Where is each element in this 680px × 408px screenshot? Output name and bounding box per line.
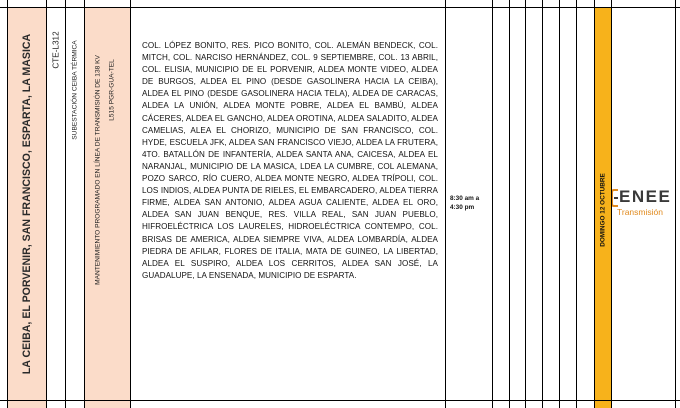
region-label: LA CEIBA, EL PORVENIR, SAN FRANCISCO, ESPARTA, LA MASICA: [21, 33, 33, 375]
day-cell-bottom: [594, 401, 611, 408]
time-start: 8:30 am a: [450, 195, 480, 202]
work-column: [84, 8, 130, 400]
substation-name: SUBESTACIÓN CEIBA TÉRMICA: [71, 40, 79, 140]
outage-day: DOMINGO 12 OCTUBRE: [599, 173, 606, 247]
logo-name: ENEE: [619, 187, 672, 206]
substation-column: [66, 8, 84, 400]
outage-time: [450, 194, 494, 212]
grid-line: [542, 0, 543, 408]
grid-line: [130, 0, 131, 408]
code-column: [47, 8, 65, 400]
grid-line: [576, 0, 577, 408]
enee-logo: [612, 187, 680, 227]
grid-line: [559, 0, 560, 408]
day-column: [594, 8, 611, 400]
grid-line: [525, 0, 526, 408]
grid-line: [445, 0, 446, 408]
enee-logo-icon: [612, 189, 619, 207]
affected-communities: COL. LÓPEZ BONITO, RES. PICO BONITO, COL. ALEMÁN BENDECK, COL. MITCH, COL. NARCISO HERNÁNDEZ, COL. 9 SEPTIEMBRE, COL. 13 ABRIL, COL. ELISIA, MUNICIPIO DE EL PORVENIR, ALDEA MONTE VIDEO, ALDEA DE BURGOS, ALDEA EL PINO (DESDE GASOLINERA HACIA LA CEIBA), ALDEA EL PINO (DESDE GASOLINERA HACIA TELA), ALDEA DE CARACAS, ALDEA LA UNIÓN, ALDEA MONTE POBRE, ALDEA EL BAMBÚ, ALDEA CÁCERES, ALDEA EL GANCHO, ALDEA OROTINA, ALDEA SALADITO, ALDEA CAMELIAS, ALEA EL CHORIZO, MUNICIPIO DE SAN FRANCISCO, COL. HYDE, ESCUELA JFK, ALDEA SAN FRANCISCO VIEJO, ALDEA LA FRUTERA, 4TO. BATALLÓN DE INFANTERÍA, ALDEA SANTA ANA, CAICESA, ALDEA EL NARANJAL, MUNICIPIO DE LA MASICA, LDEA LA CUMBRE, COL ALEMANA, POZO SARCO, RÍO CUERO, ALDEA MONTE NEGRO, ALDEA TRÍPOLI, COL. LOS INDIOS, ALDEA PUNTA DE RIELES, EL EMBARCADERO, ALDEA TIERRA FIRME, ALDEA SAN ANTONIO, ALDEA AGUA CALIENTE, ALDEA EL ORO, ALDEA SAN JUAN BENQUE, RES. VILLA REAL, SAN JUAN PUEBLO, HIFROELÉCTRICA LOS LAURELES, HIDROELÉCTRICA CONTEMPO, COL. BRISAS DE AMERICA, ALDEA SIEMPRE VIVA, ALDEA LOMBARDÍA, ALDEA PIEDRA DE AFILAR, FLORES DE ITALIA, MATA DE GUINEO, LA LIBERTAD, ALDEA EL SUSPIRO, ALDEA LOS CERRITOS, ALDEA SAN JOSÉ, LA GUADALUPE, LA ENSENADA, MUNICIPIO DE ESPARTA.: [142, 41, 438, 280]
region-column: [8, 8, 46, 400]
region-cell-bottom: [8, 401, 46, 408]
work-cell-bottom: [84, 401, 130, 408]
grid-line: [509, 0, 510, 408]
work-description-line1: MANTENIMIENTO PROGRAMADO EN LÍNEA DE TRANSMISIÓN DE 138 KV: [94, 55, 102, 285]
circuit-code: CTE-L312: [51, 31, 61, 69]
time-end: 4:30 pm: [450, 204, 475, 211]
grid-line-bottom: [0, 400, 680, 401]
logo-subtitle: Transmisión: [617, 207, 663, 217]
work-description-line2: L515 PGR-GUA-TEL: [108, 59, 116, 121]
